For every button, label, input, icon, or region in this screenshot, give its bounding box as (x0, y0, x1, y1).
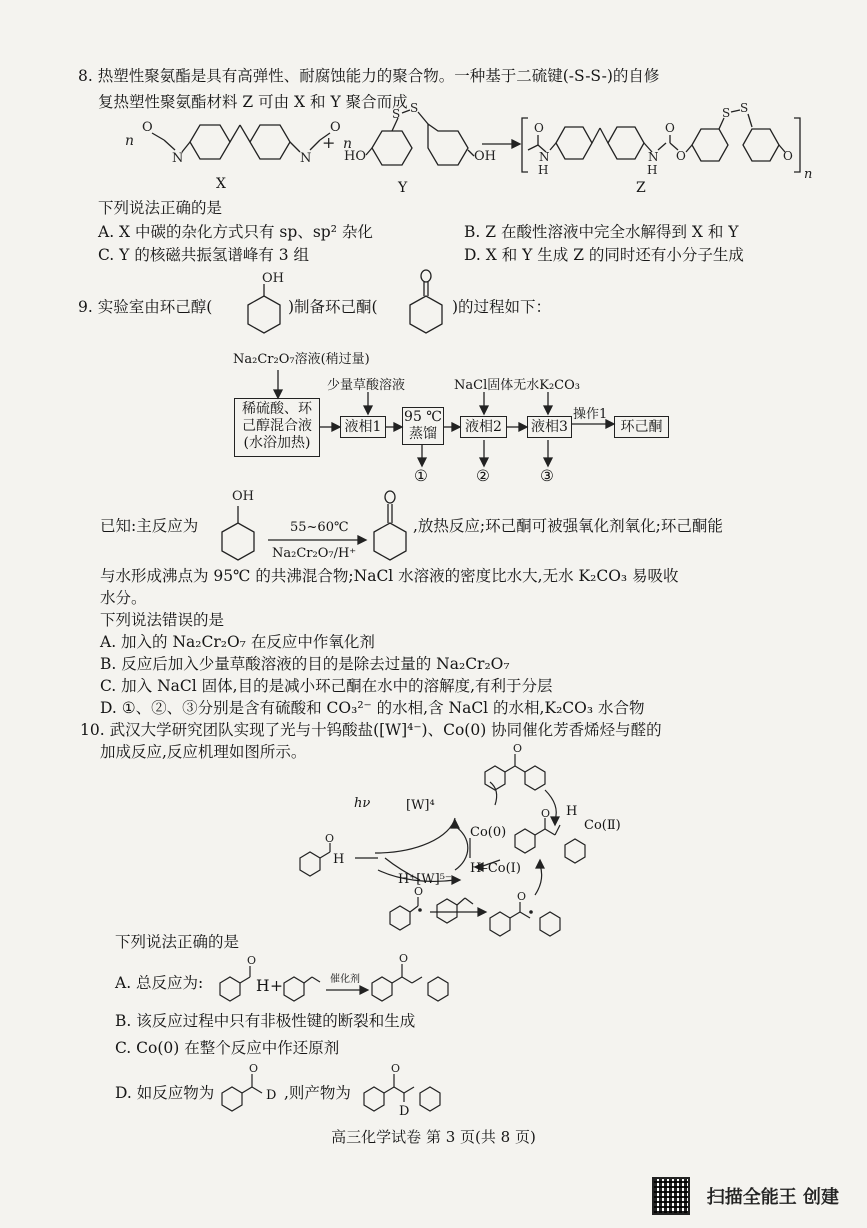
q9-option-d[interactable]: D. ①、②、③分别是含有硫酸和 CO₃²⁻ 的水相,含 NaCl 的水相,K₂CO₃ 水合物 (100, 699, 645, 717)
svg-text:O: O (534, 121, 544, 135)
q9-known-b: ,放热反应;环己酮可被强氧化剂氧化;环己酮能 (413, 517, 723, 535)
q9-reagent-top: Na₂Cr₂O₇溶液(稍过量) (233, 352, 370, 367)
q9-reagent-oxalic: 少量草酸溶液 (327, 378, 406, 393)
q8-stem-line1: 8. 热塑性聚氨酯是具有高弹性、耐腐蚀能力的聚合物。一种基于二硫键(-S-S-)的自修 (78, 67, 660, 85)
mech-h-aldehyde: H (333, 852, 345, 867)
q10-a-h: H (256, 977, 270, 995)
svg-text:H: H (538, 163, 549, 177)
q10-d-label-2: D (399, 1104, 410, 1119)
page-footer: 高三化学试卷 第 3 页(共 8 页) (331, 1128, 536, 1146)
svg-text:O: O (399, 952, 409, 965)
svg-text:O: O (665, 121, 675, 135)
svg-text:H: H (647, 163, 658, 177)
flow-output-1: ① (414, 467, 428, 485)
q9-known-line3: 水分。 (100, 589, 147, 607)
q9-stem-b: )制备环己酮( (288, 298, 378, 316)
flow-box-phase2: 液相2 (460, 416, 507, 438)
q10-option-b[interactable]: B. 该反应过程中只有非极性键的断裂和生成 (115, 1012, 416, 1030)
svg-text:S: S (410, 101, 419, 115)
q9-cond-top: 55~60℃ (290, 520, 349, 535)
q8-label-y: Y (398, 180, 408, 196)
mech-hco1: H–Co(Ⅰ) (470, 861, 521, 876)
flow-output-2: ② (476, 467, 490, 485)
q9-option-c[interactable]: C. 加入 NaCl 固体,目的是减小环己酮在水中的溶解度,有利于分层 (100, 677, 553, 695)
q8-stem-line2: 复热塑性聚氨酯材料 Z 可由 X 和 Y 聚合而成 (98, 93, 408, 111)
svg-text:O: O (414, 885, 424, 898)
svg-text:HO: HO (344, 149, 366, 164)
q10-option-c[interactable]: C. Co(0) 在整个反应中作还原剂 (115, 1039, 340, 1057)
q10-stem-line2: 加成反应,反应机理如图所示。 (100, 743, 307, 761)
svg-text:O: O (330, 120, 341, 135)
q10-option-d-a[interactable]: D. 如反应物为 (115, 1084, 215, 1102)
svg-text:O: O (249, 1062, 259, 1075)
q9-oh-label: OH (262, 271, 284, 286)
mech-co2: Co(Ⅱ) (584, 818, 621, 833)
q9-known-line2: 与水形成沸点为 95℃ 的共沸混合物;NaCl 水溶液的密度比水大,无水 K₂CO₃ 易吸收 (100, 567, 679, 585)
q10-catalyst-label: 催化剂 (330, 974, 360, 985)
q8-option-d[interactable]: D. X 和 Y 生成 Z 的同时还有小分子生成 (464, 246, 744, 264)
svg-text:O: O (783, 149, 793, 163)
flow-box-distill: 95 ℃ 蒸馏 (402, 407, 444, 445)
svg-text:O: O (142, 120, 153, 135)
svg-text:O: O (513, 742, 523, 755)
svg-text:O: O (325, 832, 335, 845)
q9-prompt: 下列说法错误的是 (100, 611, 225, 629)
q8-option-c[interactable]: C. Y 的核磁共振氢谱峰有 3 组 (98, 246, 310, 264)
flow-box-phase1: 液相1 (340, 416, 386, 438)
q10-d-label-1: D (266, 1088, 277, 1103)
svg-text:N: N (300, 151, 312, 166)
svg-text:n: n (804, 167, 813, 182)
svg-text:O: O (517, 890, 527, 903)
q10-option-d-b: ,则产物为 (284, 1084, 351, 1102)
q9-stem-a: 9. 实验室由环己醇( (78, 298, 213, 316)
mech-w4: [W]⁴ (406, 798, 435, 813)
q10-prompt: 下列说法正确的是 (115, 933, 240, 951)
q8-option-a[interactable]: A. X 中碳的杂化方式只有 sp、sp² 杂化 (98, 223, 373, 241)
q10-stem-line1: 10. 武汉大学研究团队实现了光与十钨酸盐([W]⁴⁻)、Co(0) 协同催化芳香烯烃与醛的 (80, 721, 662, 739)
q8-label-z: Z (636, 180, 646, 196)
mech-h-label: H (566, 804, 578, 819)
q9-option-b[interactable]: B. 反应后加入少量草酸溶液的目的是除去过量的 Na₂Cr₂O₇ (100, 655, 510, 673)
svg-text:S: S (740, 101, 749, 115)
q9-option-a[interactable]: A. 加入的 Na₂Cr₂O₇ 在反应中作氧化剂 (100, 633, 375, 651)
svg-text:O: O (676, 149, 686, 163)
q9-cond-bottom: Na₂Cr₂O₇/H⁺ (272, 546, 357, 561)
scanner-watermark: 扫描全能王 创建 (706, 1187, 839, 1208)
svg-text:N: N (172, 151, 184, 166)
q10-option-a[interactable]: A. 总反应为: (115, 974, 204, 992)
q9-known-a: 已知:主反应为 (100, 517, 199, 535)
svg-text:n: n (125, 133, 135, 149)
q10-a-plus: + (270, 977, 283, 995)
svg-text:S: S (722, 106, 731, 120)
mech-co0: Co(0) (470, 825, 507, 840)
svg-text:+: + (322, 133, 336, 152)
flow-box-mixture: 稀硫酸、环 己醇混合液 (水浴加热) (234, 398, 320, 457)
svg-text:OH: OH (232, 489, 254, 504)
flow-box-phase3: 液相3 (527, 416, 572, 438)
qr-code-icon (652, 1177, 690, 1215)
q8-option-b[interactable]: B. Z 在酸性溶液中完全水解得到 X 和 Y (464, 223, 739, 241)
q9-reagent-nacl: NaCl固体无水K₂CO₃ (454, 378, 580, 393)
svg-text:N: N (648, 150, 659, 164)
q8-label-x: X (216, 176, 226, 192)
svg-text:S: S (392, 107, 401, 121)
svg-text:OH: OH (474, 149, 496, 164)
svg-text:n: n (343, 136, 353, 152)
svg-text:O: O (391, 1062, 401, 1075)
svg-text:O: O (541, 807, 551, 820)
mech-hw5: H⁺[W]⁵⁻ (398, 872, 452, 887)
q8-prompt: 下列说法正确的是 (98, 199, 223, 217)
flow-op1-label: 操作1 (573, 407, 608, 422)
flow-box-product: 环己酮 (614, 416, 669, 438)
svg-text:N: N (539, 150, 550, 164)
mech-hv: hν (354, 796, 371, 811)
svg-text:O: O (247, 954, 257, 967)
q9-stem-c: )的过程如下： (452, 298, 552, 316)
flow-output-3: ③ (540, 467, 554, 485)
